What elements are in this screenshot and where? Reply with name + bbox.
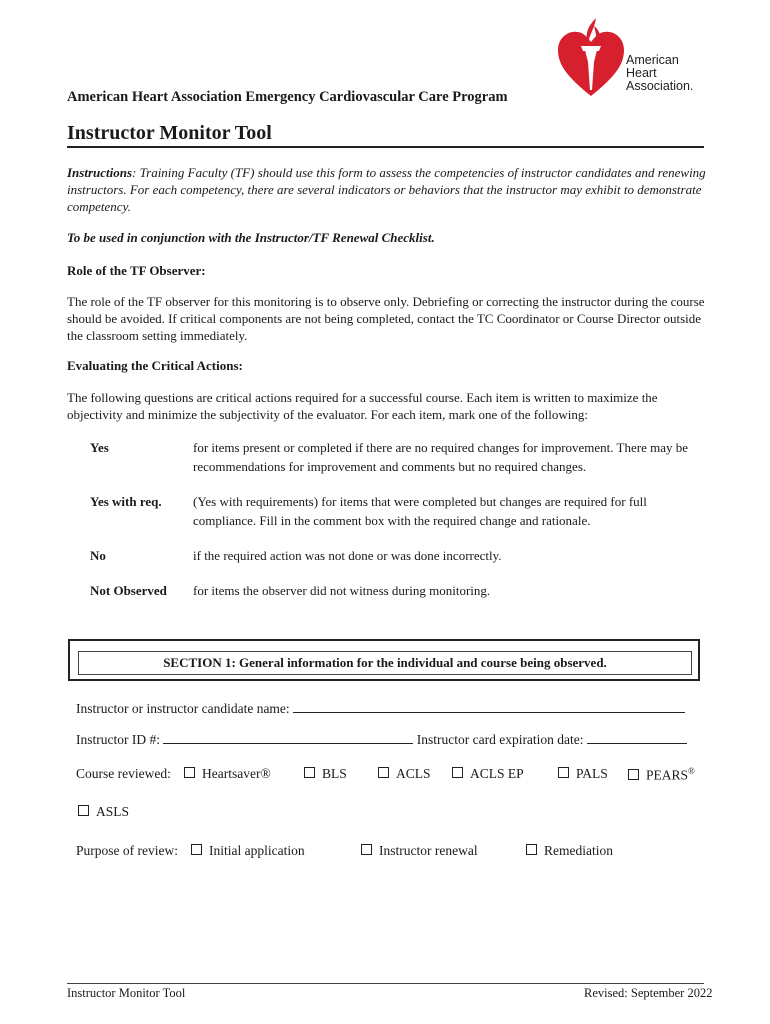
checkbox[interactable] [558, 767, 569, 778]
checkbox[interactable] [628, 769, 639, 780]
course-option-label: PEARS [646, 767, 689, 783]
purpose-option-label: Remediation [544, 843, 613, 858]
role-heading: Role of the TF Observer: [67, 263, 206, 278]
name-input-line[interactable] [293, 698, 685, 713]
course-option-bls[interactable] [304, 766, 347, 782]
instructor-id-label: Instructor ID #: [76, 732, 160, 747]
purpose-option-label: Instructor renewal [379, 843, 478, 858]
evaluating-heading: Evaluating the Critical Actions: [67, 358, 243, 373]
course-option-asls[interactable] [78, 804, 129, 820]
term-not-observed: Not Observed [90, 583, 167, 598]
name-field-row [76, 698, 685, 717]
course-option-pals[interactable] [558, 766, 608, 782]
purpose-label: Purpose of review: [76, 843, 178, 858]
purpose-option-label: Initial application [209, 843, 305, 858]
course-option-acls[interactable] [378, 766, 431, 782]
section-1-header [68, 639, 700, 681]
course-option-label: PALS [576, 766, 608, 781]
course-option-heartsaver[interactable] [184, 766, 271, 782]
footer-left: Instructor Monitor Tool [67, 986, 186, 1000]
role-text: The role of the TF observer for this monitoring is to observe only. Debriefing or correcting the instructor during the course should be avoided. If critical components are not being completed, contact the TC Coordinator or Course Director outside the classroom setting immediately. [67, 294, 705, 343]
logo-text-line: Heart [626, 66, 657, 80]
definition-not-observed: for items the observer did not witness during monitoring. [193, 583, 491, 598]
course-option-label: BLS [322, 766, 347, 781]
course-option-pears[interactable] [628, 766, 695, 784]
instructions-text: : Training Faculty (TF) should use this form to assess the competencies of instructor candidates and renewing instructors. For each competency, there are several indicators or behaviors that the instructor may exhibit to demonstrate competency. [67, 165, 706, 214]
logo-text-line: Association. [626, 79, 694, 93]
section-1-title: SECTION 1: General information for the individual and course being observed. [78, 651, 692, 675]
definition-yes: for items present or completed if there are no required changes for improvement. There may be recommendations for improvement and comments but no required changes. [193, 440, 689, 474]
definition-yes-with-req: (Yes with requirements) for items that were completed but changes are required for full compliance. Fill in the comment box with the required change and rationale. [193, 494, 647, 528]
purpose-option-remediation[interactable] [526, 843, 613, 859]
logo-text-line: American [626, 53, 679, 67]
footer-divider [67, 983, 704, 984]
checkbox[interactable] [361, 844, 372, 855]
checkbox[interactable] [191, 844, 202, 855]
program-title: American Heart Association Emergency Cardiovascular Care Program [67, 89, 508, 105]
checkbox[interactable] [184, 767, 195, 778]
course-option-label: Heartsaver® [202, 766, 271, 781]
registered-mark: ® [688, 766, 695, 776]
heart-and-torch-logo-icon [556, 16, 626, 100]
conjunction-note: To be used in conjunction with the Instructor/TF Renewal Checklist. [67, 230, 435, 245]
id-field-row [76, 729, 687, 748]
checkbox[interactable] [304, 767, 315, 778]
term-yes-with-req: Yes with req. [90, 494, 162, 509]
page-title: Instructor Monitor Tool [67, 122, 272, 144]
checkbox[interactable] [452, 767, 463, 778]
purpose-option-renewal[interactable] [361, 843, 478, 859]
checkbox[interactable] [526, 844, 537, 855]
expiration-input-line[interactable] [587, 729, 687, 744]
evaluating-text: The following questions are critical actions required for a successful course. Each item is written to maximize the objectivity and minimize the subjectivity of the evaluator. For each item, mark one of the following: [67, 390, 658, 422]
definition-no: if the required action was not done or was done incorrectly. [193, 548, 502, 563]
course-reviewed-label: Course reviewed: [76, 766, 171, 781]
term-yes: Yes [90, 440, 109, 455]
checkbox[interactable] [378, 767, 389, 778]
expiration-label: Instructor card expiration date: [416, 732, 584, 747]
course-option-label: ASLS [96, 804, 130, 819]
instructor-id-input-line[interactable] [163, 729, 413, 744]
term-no: No [90, 548, 106, 563]
title-divider [67, 146, 704, 148]
course-option-label: ACLS EP [470, 766, 524, 781]
checkbox[interactable] [78, 805, 89, 816]
instructions-label: Instructions [67, 165, 133, 180]
logo-wordmark [626, 54, 693, 93]
course-option-label: ACLS [396, 766, 431, 781]
name-label: Instructor or instructor candidate name: [76, 701, 290, 716]
instructions-paragraph [67, 164, 707, 215]
course-option-acls-ep[interactable] [452, 766, 524, 782]
footer-right: Revised: September 2022 [584, 986, 713, 1000]
purpose-option-initial[interactable] [191, 843, 305, 859]
